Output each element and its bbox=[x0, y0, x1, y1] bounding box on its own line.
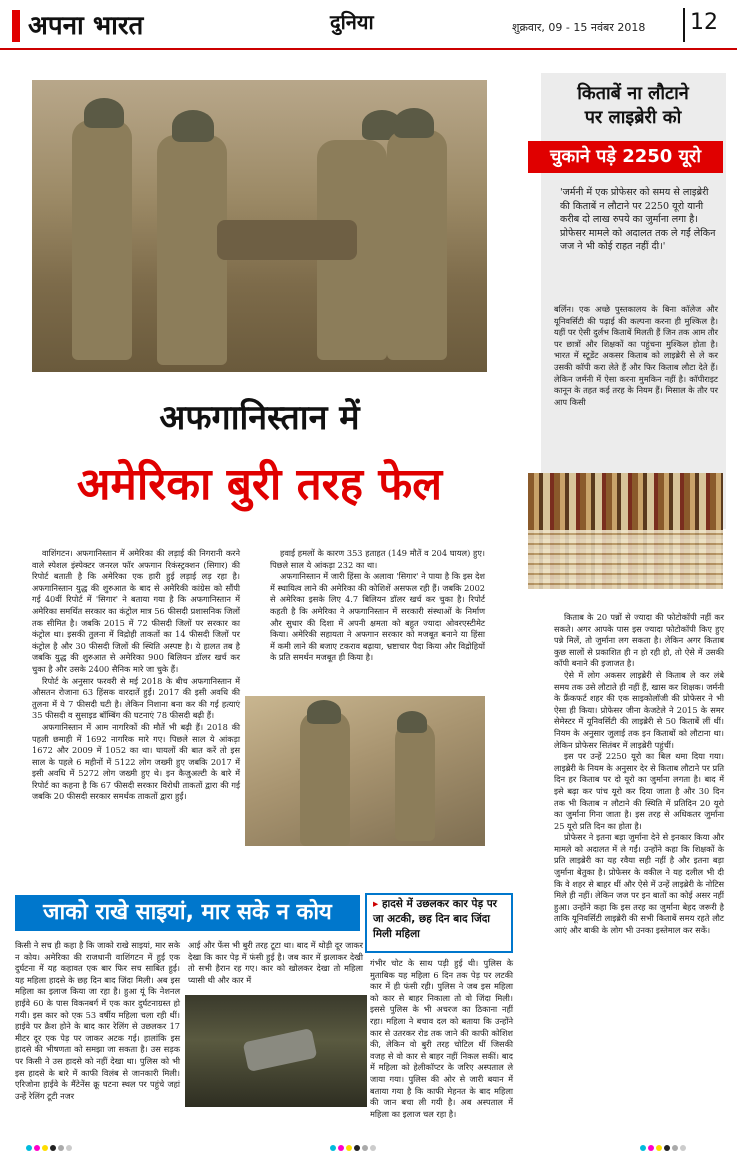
main-story-paragraph: अफगानिस्तान में आम नागरिकों की मौतें भी बढ़ी हैं। 2018 की पहली छमाही में 1692 नागरिक मारे गए। पिछले साल ये आंकड़ा 1672 और 2009 में 1052 का था। घायलों की बात करें तो इस साल के पहले 6 महीनों में 5122 लोग जख्मी हुए जबकि 2017 में इसी अवधि में 5272 लोग जख्मी हुए थे। इन कैजुअल्टी के बारे में रिपोर्ट का कहना है कि 67 फीसदी सरकार विरोधी ताकतों द्वारा की गई जबकि 20 फीसदी सरकार समर्थक ताकतों द्वारा हुईं। bbox=[32, 721, 240, 802]
side-pull-quote: 'जर्मनी में एक प्रोफेसर को समय से लाइब्रेरी की किताबें न लौटाने पर 2250 यूरो यानी करीब दो लाख रुपये का जुर्माना लगा है। प्रोफेसर मामले को अदालत तक ले गईं लेकिन जज ने भी कोई राहत नहीं दी।' bbox=[560, 187, 716, 253]
bottom-story-column-3: गंभीर चोट के साथ पड़ी हुई थी। पुलिस के मुताबिक यह महिला 6 दिन तक पेड़ पर लटकी कार में ही फंसी रही। पुलिस ने जब इस महिला को कार से बाहर निकाला तो वो जिंदा मिली। इससे पुलिस के भी अचरज का ठिकाना नहीं रहा। महिला ने बचाव दल को बताया कि उन्होंने कार से उतरकर रोड तक जाने की काफी कोशिश की, लेकिन वो बुरी तरह चोटिल थीं जिसकी वजह से वो कार से बाहर नहीं निकल सकीं। बाद में महिला को हेलीकॉप्टर के जरिए अस्पताल ले जाया गया। पुलिस की ओर से जारी बयान में बताया गया है कि काफी मेहनत के बाद महिला की जान बचा ली गयी है। अब अस्पताल में महिला का इलाज चल रहा है। bbox=[370, 958, 513, 1119]
bottom-story-column-1: किसी ने सच ही कहा है कि जाको राखे साइयां, मार सके न कोय। अमेरिका की राजधानी वाशिंगटन में हुई एक दुर्घटना में यह कहावत एक बार फिर सच साबित हुई। यह महिला हादसे के छह दिन बाद जिंदा मिली। अब इस महिला का इलाज किया जा रहा है। हुआ यूं कि नेशनल हाईवे 60 के पास विकनबर्ग में एक कार दुर्घटनाग्रस्त हो गयी। इस कार को एक 53 वर्षीय महिला चला रही थीं। हाईवे पर क्रैश होने के बाद कार रेलिंग से उछलकर 17 मीटर दूर एक पेड़ पर जाकर अटक गई। हालांकि इस हादसे की भीषणता को समझा जा सकता है। उस सड़क पर किसी ने उस हादसे को नहीं देखा था। पुलिस को भी इस हादसे के बारे में काफी विलंब से जानकारी मिली। एरिजोना हाईवे के मैंटेनेंस क्रू घटना स्थल पर पहुंचे जहां उन्हें रेलिंग टूटी नजर bbox=[15, 940, 180, 1101]
paper-name: अपना भारत bbox=[28, 11, 144, 41]
side-story-paragraph: इस पर उन्हें 2250 यूरो का बिल थमा दिया गया। लाइब्रेरी के नियम के अनुसार देर से किताब लौटाने पर प्रति दिन हर किताब पर दो यूरो का जुर्माना लगता है। बाद में इसे बढ़ा कर पांच यूरो कर दिया जाता है और 30 दिन तक भी किताब न लौटाने की स्थिति में प्रतिदिन 20 यूरो का जुर्माना गिना जाता है। इस तरह से अधिकतर जुर्माना 25 यूरो प्रति दिन का होता है। bbox=[554, 751, 724, 831]
main-story-column-2 bbox=[270, 548, 485, 664]
main-story-paragraph: वाशिंगटन। अफगानिस्तान में अमेरिका की लड़ाई की निगरानी करने वाले स्पेशल इंस्पेक्टर जनरल फॉर अफगान रिकंस्ट्रक्शन (सिगार) की रिपोर्ट बताती है कि अमेरिका एक हारी हुई लड़ाई लड़ रहा है। अफगानिस्तान युद्ध की शुरुआत के बाद से अमेरिकी कांग्रेस को सौंपी गई 40वीं रिपोर्ट में 'सिगार' ने बताया गया है कि अफगानिस्तान में अमेरिका समर्थित सरकार का कंट्रोल मात्र 56 फीसदी प्रशासनिक जिलों तक सीमित है। जबकि 2015 में 72 फीसदी जिलों पर सरकार का कंट्रोल था। इसकी तुलना में विद्रोही ताकतों का 14 फीसदी जिलों पर कंट्रोल है और 30 फीसदी जिलों की स्थिति अस्पष्ट है। ये हालत तब है जबकि युद्ध की शुरुआत से अमेरिका 900 बिलियन डॉलर खर्च कर चुका है और उसके 2400 सैनिक मारे जा चुके हैं। bbox=[32, 548, 240, 674]
main-story-paragraph: रिपोर्ट के अनुसार फरवरी से मई 2018 के बीच अफगानिस्तान में औसतन रोजाना 63 हिंसक वारदातें हुईं। 2017 की इसी अवधि की तुलना में ये 7 फीसदी घटी है। लेकिन निशाना बना कर की गई हत्याएं 35 फीसदी व सुसाइड बॉम्बिंग की घटनाएं 78 फीसदी बढ़ी हैं। bbox=[32, 675, 240, 721]
side-story-body bbox=[554, 612, 724, 937]
main-headline-line1: अफगानिस्तान में bbox=[159, 398, 360, 438]
car-wreck-photo bbox=[185, 995, 367, 1107]
side-story-paragraph: ऐसे में लोग अकसर लाइब्रेरी से किताब ले कर लंबे समय तक उसे लौटाते ही नहीं हैं, खास कर शिक्षक। जर्मनी के फ्रैंकफर्ट शहर की एक साइकोलॉजी की प्रोफेसर ने भी ऐसा ही किया। प्रोफेसर जीना केजटेले ने 2015 के समर सेमेस्टर में यूनिवर्सिटी की लाइब्रेरी से 50 किताबें लीं थीं। नियम के अनुसार जुलाई तक इन किताबों को लौटाना था। लेकिन प्रोफेसर सितंबर में लाइब्रेरी पहुंचीं। bbox=[554, 669, 724, 750]
masthead-red-bar bbox=[12, 10, 20, 42]
page-number: 12 bbox=[690, 10, 718, 35]
registration-marks-right bbox=[640, 1145, 686, 1151]
bottom-story-column-2: आई और फेंस भी बुरी तरह टूटा था। बाद में थोड़ी दूर जाकर देखा कि कार पेड़ में फंसी हुई है। जब कार में झलाकर देखी तो सभी हैरान रह गए। कार को खोलकर देखा तो महिला प्यासी थी और कार में bbox=[188, 940, 363, 985]
page-divider bbox=[683, 8, 685, 42]
main-story-paragraph: हवाई हमलों के कारण 353 हताहत (149 मौतें व 204 घायल) हुए। पिछले साल ये आंकड़ा 232 का था। bbox=[270, 548, 485, 570]
soldiers-photo bbox=[32, 80, 487, 372]
main-story-column-1 bbox=[32, 548, 240, 803]
main-story-paragraph: अफगानिस्तान में जारी हिंसा के अलावा 'सिगार' ने पाया है कि इस देश में स्थायित्व लाने की अमेरिका की कोशिशें असफल रही हैं। जबकि 2002 से अमेरिका इसके लिए 4.7 बिलियन डॉलर खर्च कर चुका है। रिपोर्ट कहती है कि अमेरिका ने अफगानिस्तान में सरकारी संस्थाओं के निर्माण और सुधार की दिशा में अपनी क्षमता को बहुत ज्यादा ओवरएस्टीमेट किया। अमेरिकी सहायता ने अफगान सरकार को मजबूत बनाने या हिंसा में कमी लाने की बजाए टकराव बढ़ाया, भ्रष्टाचार पैदा किया और विद्रोहियों के प्रति समर्थन मजबूत ही किया है। bbox=[270, 571, 485, 663]
bottom-headline: जाको राखे साइयां, मार सके न कोय bbox=[15, 895, 360, 931]
section-title: दुनिया bbox=[330, 10, 374, 34]
side-story-paragraph: प्रोफेसर ने इतना बड़ा जुर्माना देने से इनकार किया और मामले को अदालत में ले गईं। उन्होंने कहा कि शिक्षकों के प्रति लाइब्रेरी का यह रवैया सही नहीं है और इतना बड़ा जुर्माना बेतुका है। प्रोफेसर के वकील ने यह दलील भी दी कि वे शहर से बाहर थीं और ऐसे में उन्हें लाइब्रेरी के नोटिस मिले ही नहीं। लेकिन जज पर इन बातों का कोई असर नहीं हुआ। उन्होंने कहा कि इस तरह का जुर्माना बेहद जरूरी है ताकि यूनिवर्सिटी लाइब्रेरी की सभी किताबें समय रहते लौट आएं और बाकी के लोग भी उनका इस्तेमाल कर सकें। bbox=[554, 832, 724, 936]
side-headline-highlight: चुकाने पड़े 2250 यूरो bbox=[528, 141, 723, 173]
patrol-photo bbox=[245, 696, 485, 846]
arrow-icon: ▸ bbox=[373, 898, 382, 910]
registration-marks-left bbox=[26, 1145, 72, 1151]
side-story-paragraph: किताब के 20 पन्नों से ज्यादा की फोटोकॉपी नहीं कर सकते। अगर आपके पास इस ज्यादा फोटोकॉपी किए हुए पन्ने मिलें, तो जुर्माना लग सकता है। लेकिन अगर किताब कुछ सालों से प्रकाशित ही न हो रही हो, तो ऐसे में उसकी कॉपी बनाने की इजाजत है। bbox=[554, 612, 724, 669]
main-headline-line2: अमेरिका बुरी तरह फेल bbox=[76, 459, 443, 510]
side-story-intro: बर्लिन। एक अच्छे पुस्तकालय के बिना कॉलेज और यूनिवर्सिटी की पढ़ाई की कल्पना करना ही मुश्किल है। यहीं पर ऐसी दुर्लभ किताबें मिलती हैं जिन तक आम तौर पर छात्रों और शिक्षकों का पहुंचना मुश्किल होता है। भारत में स्टूडेंट अकसर किताब को लाइब्रेरी से ले कर उसकी कॉपी करा लेते हैं और फिर किताब लौटा देते हैं। लेकिन जर्मनी में ऐसा करना मुमकिन नहीं है। कॉपीराइट कानून के तहत कई तरह के नियम हैं। मिसाल के तौर पर आप किसी bbox=[554, 304, 718, 407]
bottom-subheadline: ▸ हादसे में उछलकर कार पेड़ पर जा अटकी, छह दिन बाद जिंदा मिली महिला bbox=[373, 898, 497, 940]
registration-marks-center bbox=[330, 1145, 376, 1151]
book-stack bbox=[528, 530, 723, 589]
issue-date: शुक्रवार, 09 - 15 नवंबर 2018 bbox=[512, 21, 646, 34]
side-headline: किताबें ना लौटाने पर लाइब्रेरी को bbox=[577, 83, 689, 128]
